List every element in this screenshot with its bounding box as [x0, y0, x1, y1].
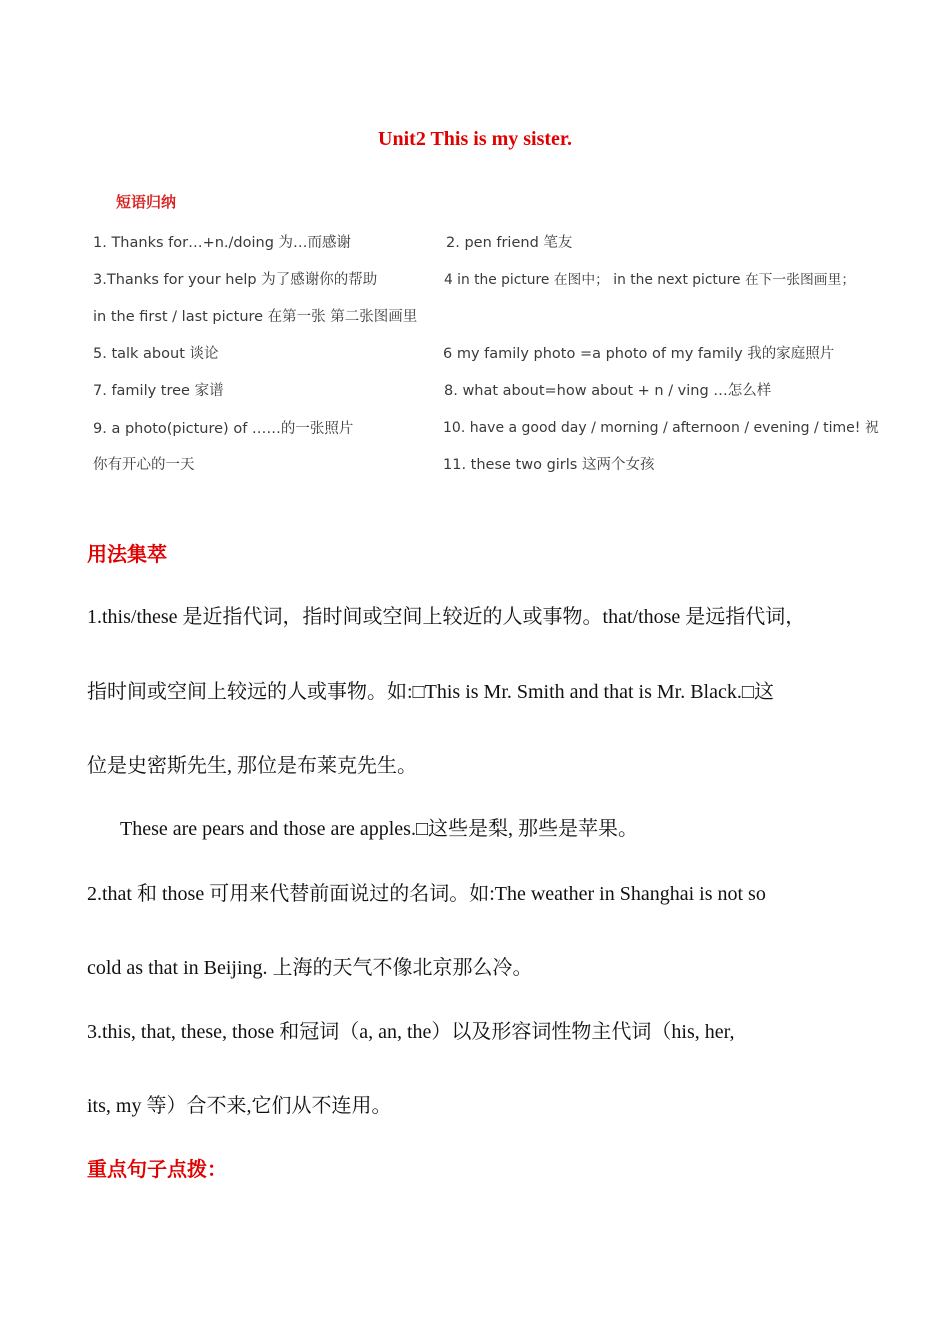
usage-line: 2.that 和 those 可用来代替前面说过的名词。如:The weather in Shanghai is not so	[87, 883, 766, 905]
phrase-item: in the first / last picture 在第一张 第二张图画里	[93, 309, 418, 325]
phrase-item: 3.Thanks for your help 为了感谢你的帮助	[93, 272, 378, 288]
phrase-item: 11. these two girls 这两个女孩	[443, 457, 655, 473]
page-title: Unit2 This is my sister.	[378, 128, 572, 150]
usage-line: 位是史密斯先生, 那位是布莱克先生。	[87, 755, 417, 777]
phrase-item: 2. pen friend 笔友	[446, 235, 573, 251]
usage-heading: 用法集萃	[87, 542, 167, 566]
phrase-item: 4 in the picture 在图中； in the next picture 在下一张图画里；	[444, 272, 856, 288]
key-sentences-heading: 重点句子点拨：	[87, 1157, 227, 1181]
phrase-item: 8. what about=how about + n / ving …怎么样	[444, 383, 772, 399]
usage-line: its, my 等）合不来,它们从不连用。	[87, 1095, 392, 1117]
phrase-item: 6 my family photo =a photo of my family 我的家庭照片	[443, 346, 835, 362]
phrase-item: 你有开心的一天	[93, 457, 195, 473]
phrase-item: 5. talk about 谈论	[93, 346, 219, 362]
phrase-item: 10. have a good day / morning / afternoon / evening / time! 祝	[443, 420, 879, 436]
phrases-heading: 短语归纳	[116, 193, 177, 211]
usage-line: 1.this/these 是近指代词，指时间或空间上较近的人或事物。that/those 是远指代词，	[87, 606, 806, 628]
phrase-item: 9. a photo(picture) of ……的一张照片	[93, 421, 354, 437]
usage-line: cold as that in Beijing. 上海的天气不像北京那么冷。	[87, 957, 533, 979]
phrase-item: 1. Thanks for…+n./doing 为…而感谢	[93, 235, 352, 251]
usage-line: 指时间或空间上较远的人或事物。如:□This is Mr. Smith and that is Mr. Black.□这	[87, 681, 774, 703]
phrase-item: 7. family tree 家谱	[93, 383, 224, 399]
usage-line: These are pears and those are apples.□这些是梨, 那些是苹果。	[120, 818, 639, 840]
usage-line: 3.this, that, these, those 和冠词（a, an, the）以及形容词性物主代词（his, her,	[87, 1021, 735, 1043]
